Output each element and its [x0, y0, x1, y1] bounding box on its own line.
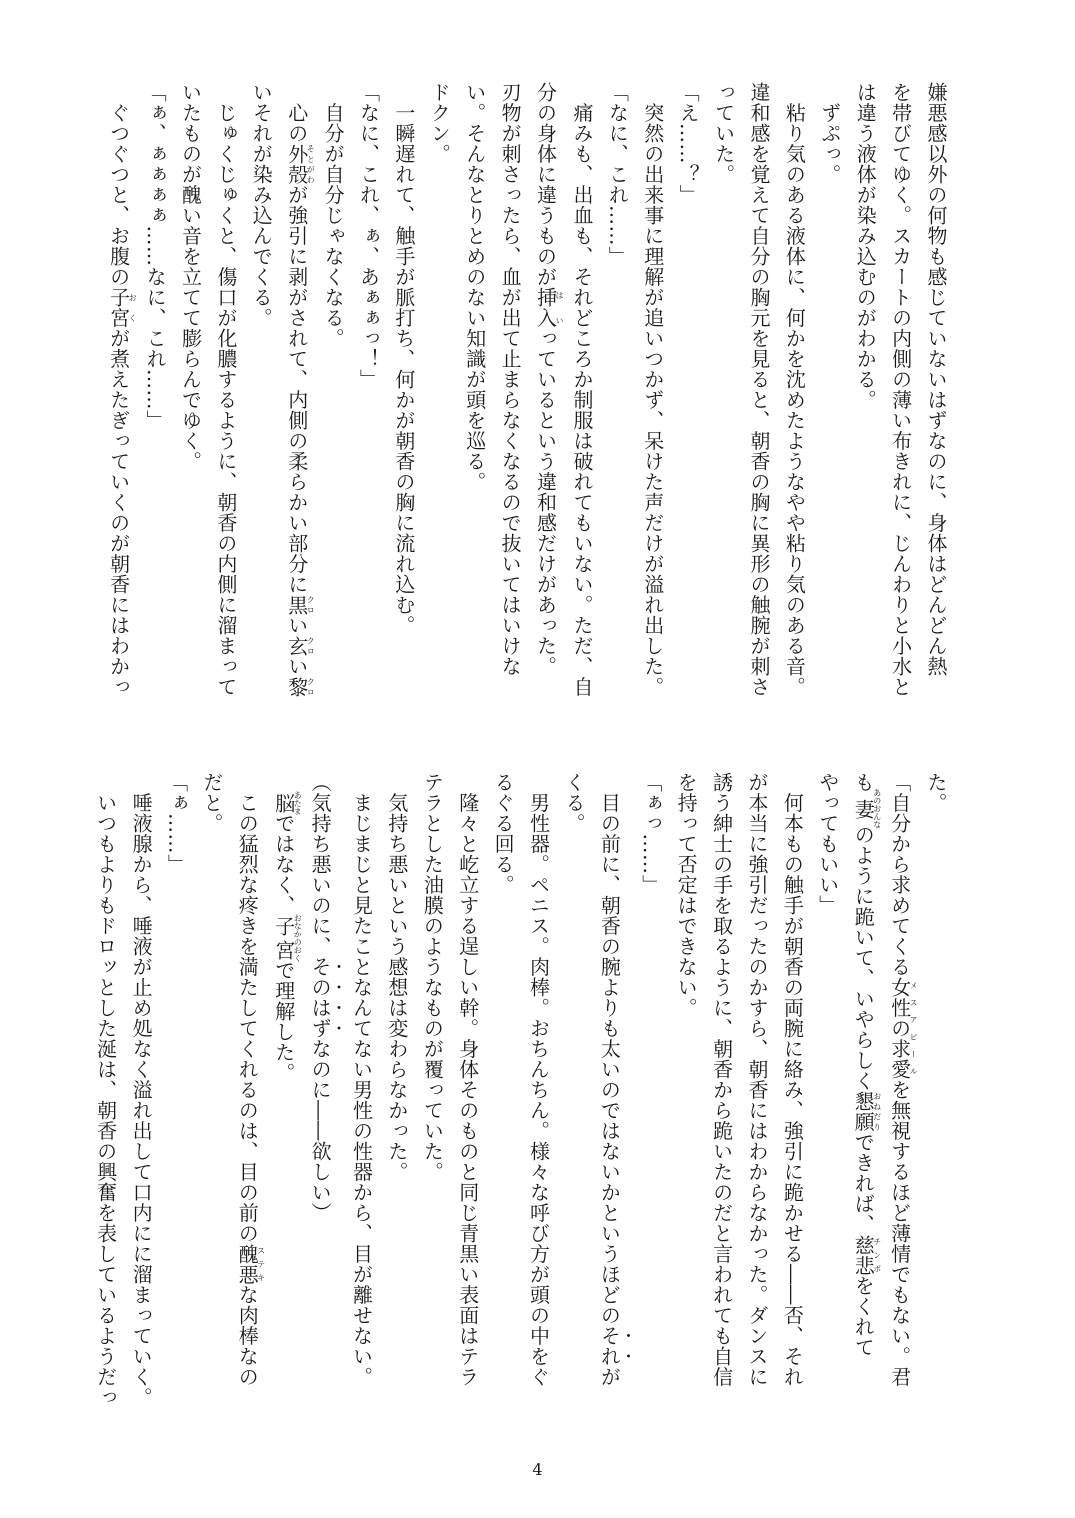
- text-line: は違う液体が染み込むのがわかる。: [853, 82, 878, 410]
- text-line: 「え……？」: [676, 82, 701, 205]
- page-number: 4: [532, 1460, 543, 1479]
- text-line: 「なに、これ、ぁ、あぁぁっ！」: [356, 82, 381, 390]
- text-line: 脳あたまではなく、子宮おなかのおくで理解した。: [271, 790, 303, 1083]
- ruby-word: 妻あのおんな: [851, 788, 882, 829]
- text-line: 嫌悪感以外の何物も感じていないはずなのに、身体はどんどん熱: [924, 82, 948, 677]
- text-line: っていた。: [711, 82, 736, 185]
- ruby-word: 子宮おなかのおく: [271, 913, 303, 962]
- ruby-word: 懇願おねだり: [851, 1091, 882, 1132]
- text-line: 「ぁ……」: [164, 772, 189, 875]
- ruby-word: 挿入は い: [533, 287, 565, 328]
- text-line: 一瞬遅れて、触手が脈打ち、何かが朝香の胸に流れ込む。: [391, 82, 416, 636]
- text-line: くる。: [561, 772, 586, 834]
- text-line: いそれが染み込んでくる。: [249, 82, 274, 328]
- text-line: 「ぁっ……」: [638, 772, 663, 895]
- text-line: が本当に強引だったのかすら、朝香にはわからなかった。ダンスに: [744, 772, 769, 1387]
- text-line: た。: [924, 772, 948, 813]
- text-line: を帯びてゆく。スカートの内側の薄い布きれに、じんわりと小水と: [888, 82, 913, 697]
- ruby-word: 慈悲チンポ: [851, 1234, 882, 1276]
- text-line: るぐる回る。: [491, 772, 516, 895]
- text-line: 痛みも、出血も、それどころか制服は破れてもいない。ただ、自: [569, 82, 594, 697]
- ruby-word: 醜悪ステキ: [235, 1243, 266, 1285]
- upper-text-block: [100, 82, 953, 722]
- text-line: 唾液腺から、唾液が止め処なく溢れ出して口内にに溜まっていく。: [129, 772, 154, 1408]
- emphasized-word: それ: [597, 1325, 622, 1367]
- text-line: 誘う紳士の手を取るように、朝香から跪いたのだと言われても自信: [709, 772, 734, 1387]
- text-line: だと。: [199, 772, 224, 834]
- text-line: ぐつぐつと、お腹の子宮おくが煮えたぎっていくのが朝香にはわかっ: [106, 82, 138, 697]
- text-line: やってもいい」: [815, 772, 840, 916]
- text-line: まじまじと見たことなんてない男性の性器から、目が離せない。: [349, 772, 374, 1387]
- text-line: 心の外殻そとがわが強引に剥がされて、内側の柔らかい部分に黒クロい玄クロい黎クロ: [284, 82, 316, 697]
- text-line: じゅくじゅくと、傷口が化膿するように、朝香の内側に溜まって: [213, 82, 238, 697]
- ruby-word: 玄クロ: [284, 635, 316, 656]
- text-line: 男性器。ペニス。肉棒。おちんちん。様々な呼び方が頭の中をぐ: [526, 772, 551, 1387]
- ruby-word: 子宮おく: [106, 287, 138, 328]
- text-line: 気持ち悪いという感想は変わらなかった。: [384, 772, 409, 1182]
- text-line: 分の身体に違うものが挿入は いっているという違和感だけがあった。: [533, 82, 565, 677]
- text-line: ずぷっ。: [817, 82, 842, 185]
- emphasized-word: そのはず: [308, 956, 333, 1039]
- text-line: 粘り気のある液体に、何かを沈めたようなやや粘り気のある音。: [782, 82, 807, 697]
- text-line: （気持ち悪いのに、そのはずなのに――欲しい）: [308, 772, 333, 1223]
- text-line: ドクン。: [427, 82, 452, 164]
- text-line: テラとした油膜のようなものが覆っていた。: [420, 772, 445, 1182]
- text-line: を持って否定はできない。: [674, 772, 699, 1018]
- text-line: 刃物が刺さったら、血が出て止まらなくなるので抜いてはいけな: [498, 82, 523, 677]
- ruby-word: 黎クロ: [284, 676, 316, 697]
- text-line: 目の前に、朝香の腕よりも太いのではないかというほどのそれが: [597, 772, 622, 1387]
- lower-text-block: [87, 772, 953, 1412]
- ruby-word: 脳あたま: [271, 790, 303, 815]
- text-line: 隆々と屹立する逞しい幹。身体そのものと同じ青黒い表面はテラ: [455, 772, 480, 1387]
- text-line: 「自分から求めてくる女性の求愛メスアピールを無視するほど薄情でもない。君: [887, 772, 919, 1387]
- text-line: いたものが醜い音を立てて膨らんでゆく。: [178, 82, 203, 472]
- text-line: 「ぁ、ぁぁぁぁ……なに、これ……」: [143, 82, 168, 431]
- ruby-word: 女性の求愛メスアピール: [887, 977, 919, 1080]
- ruby-word: 黒クロ: [284, 594, 316, 615]
- text-line: この猛烈な疼きを満たしてくれるのは、目の前の醜悪ステキな肉棒なの: [235, 772, 266, 1387]
- text-line: 突然の出来事に理解が追いつかず、呆けた声だけが溢れ出した。: [640, 82, 665, 697]
- text-line: 「なに、これ……」: [605, 82, 630, 267]
- text-line: 何本もの触手が朝香の両腕に絡み、強引に跪かせる――否、それ: [780, 772, 805, 1387]
- text-line: い。そんなとりとめのない知識が頭を巡る。: [462, 82, 487, 492]
- text-line: 違和感を覚えて自分の胸元を見ると、朝香の胸に異形の触腕が刺さ: [746, 82, 771, 697]
- ruby-word: 外殻そとがわ: [284, 143, 316, 185]
- text-line: 自分が自分じゃなくなる。: [321, 82, 346, 349]
- text-line: も妻あのおんなのように跪いて、いやらしく懇願おねだりできれば、慈悲チンポをくれて: [851, 772, 882, 1358]
- text-line: いつもよりもドロッとした涎は、朝香の興奮を表しているようだっ: [93, 772, 118, 1408]
